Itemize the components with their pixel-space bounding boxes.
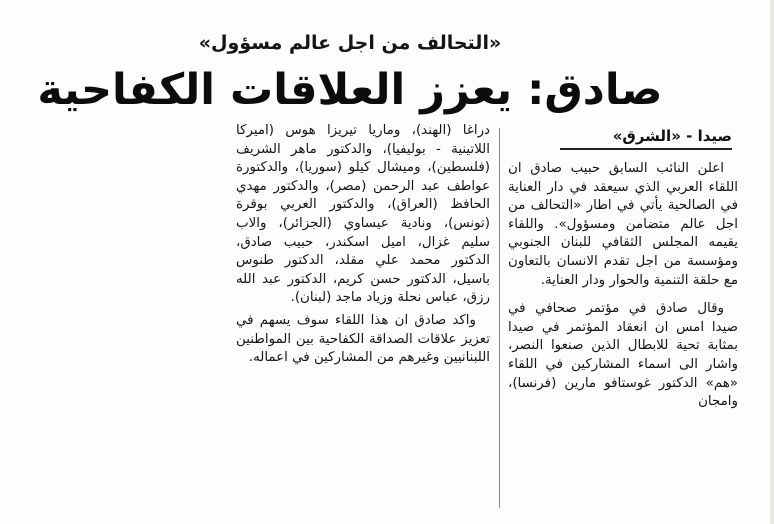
article-kicker: «التحالف من اجل عالم مسؤول» [198, 32, 502, 54]
article-paragraph: دراغا (الهند)، وماريا تيريزا هوس (اميركا اللاتينية - بوليفيا)، والدكتور ماهر الشريف (فلسطين)، وميشال كيلو (سوريا)، والدكتورة عواطف عبد الرحمن (مصر)، والدكتور مهدي الحافظ (العراق)، والدكتور العربي بوقرة (تونس)، ونادية عيساوي (الجزائر)، والاب سليم غزال، اميل اسكندر، حبيب صادق، الدكتور محمد علي مقلد، الدكتور طنوس باسيل، الدكتور حسن كريم، الدكتور عبد الله رزق، عباس نحلة وزياد ماجد (لبنان). [236, 123, 490, 306]
article-paragraph: اعلن النائب السابق حبيب صادق ان اللقاء العربي الذي سيعقد في دار العناية في الصالحية يأتي في اطار «التحالف من اجل عالم متضامن ومسؤول». واللقاء يقيمه المجلس الثقافي للبنان الجنوبي ومؤسسة من اجل تقدم الانسان بالتعاون مع حلقة التنمية والحوار ودار العناية. [508, 161, 738, 288]
article-dateline: صيدا - «الشرق» [560, 126, 732, 150]
article-column-left [236, 122, 490, 372]
article-paragraph: واكد صادق ان هذا اللقاء سوف يسهم في تعزيز علاقات الصداقة الكفاحية بين المواطنين اللبنانيين وغيرهم من المشاركين في اعماله. [236, 312, 490, 366]
article-column-right [508, 160, 738, 416]
column-divider [499, 128, 500, 508]
article-paragraph: وقال صادق في مؤتمر صحافي في صيدا امس ان انعقاد المؤتمر في صيدا بمثابة تحية للابطال الذين صنعوا النصر، واشار الى اسماء المشاركين في اللقاء «هم» الدكتور غوستافو مارين (فرنسا)، وامجان [508, 301, 738, 410]
scan-edge [770, 0, 774, 524]
article-headline: صادق: يعزز العلاقات الكفاحية [37, 65, 663, 115]
